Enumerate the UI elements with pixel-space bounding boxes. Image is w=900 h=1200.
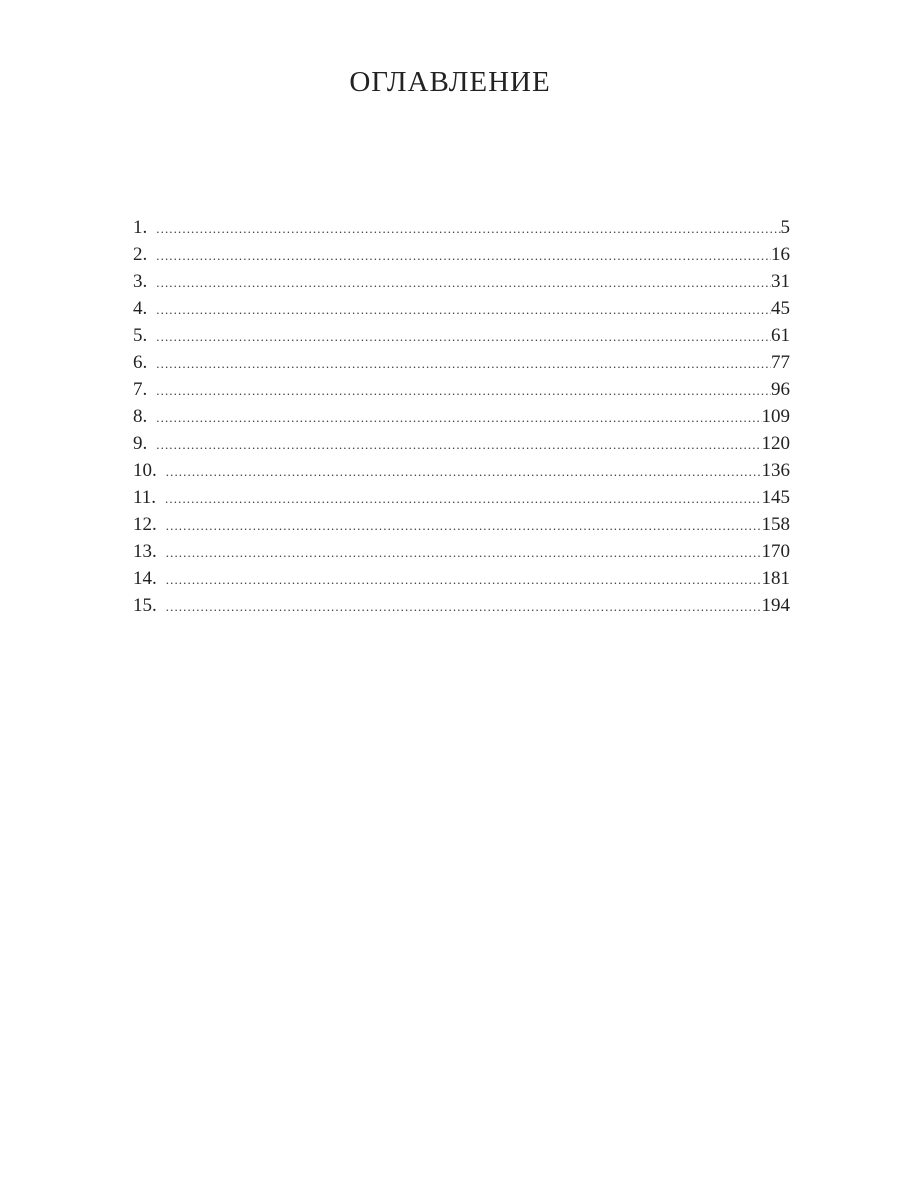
toc-entry-number: 15.: [133, 595, 157, 616]
toc-leader-dots: [156, 377, 771, 404]
toc-leader-dots: [156, 404, 761, 431]
toc-entry: [133, 295, 790, 322]
toc-entry-number: 6.: [133, 352, 148, 373]
toc-leader-dots: [166, 566, 762, 593]
toc-entry-number: 12.: [133, 514, 157, 535]
toc-entry: [133, 322, 790, 349]
table-of-contents: [133, 214, 790, 619]
toc-leader-dots: [156, 269, 771, 296]
toc-entry: [133, 268, 790, 295]
toc-entry: [133, 592, 790, 619]
toc-entry: [133, 430, 790, 457]
toc-entry: [133, 457, 790, 484]
toc-entry: [133, 511, 790, 538]
toc-entry-page: 77: [771, 352, 790, 373]
toc-leader-dots: [166, 539, 762, 566]
toc-entry: [133, 214, 790, 241]
toc-entry-number: 5.: [133, 325, 148, 346]
toc-leader-dots: [156, 323, 771, 350]
toc-entry: [133, 565, 790, 592]
toc-leader-dots: [156, 431, 761, 458]
toc-leader-dots: [165, 485, 761, 512]
toc-entry-page: 96: [771, 379, 790, 400]
toc-leader-dots: [166, 458, 762, 485]
toc-leader-dots: [156, 242, 771, 269]
toc-entry: [133, 241, 790, 268]
toc-entry-page: 136: [761, 460, 790, 481]
toc-entry: [133, 349, 790, 376]
toc-entry-number: 14.: [133, 568, 157, 589]
toc-entry-page: 181: [761, 568, 790, 589]
toc-entry-number: 2.: [133, 244, 148, 265]
toc-leader-dots: [166, 512, 762, 539]
toc-entry-number: 10.: [133, 460, 157, 481]
toc-entry-number: 1.: [133, 217, 148, 238]
page-title: ОГЛАВЛЕНИЕ: [349, 66, 551, 98]
toc-entry-number: 8.: [133, 406, 148, 427]
toc-entry-page: 61: [771, 325, 790, 346]
toc-entry-number: 7.: [133, 379, 148, 400]
toc-entry-page: 120: [761, 433, 790, 454]
toc-entry: [133, 376, 790, 403]
toc-entry-page: 109: [761, 406, 790, 427]
toc-leader-dots: [156, 215, 780, 242]
toc-entry-number: 3.: [133, 271, 148, 292]
toc-entry-number: 9.: [133, 433, 148, 454]
toc-entry-number: 13.: [133, 541, 157, 562]
toc-leader-dots: [156, 296, 771, 323]
toc-leader-dots: [166, 593, 762, 620]
toc-leader-dots: [156, 350, 771, 377]
toc-entry-page: 31: [771, 271, 790, 292]
toc-entry-number: 11.: [133, 487, 157, 508]
toc-entry: [133, 403, 790, 430]
toc-entry-page: 158: [761, 514, 790, 535]
toc-entry: [133, 484, 790, 511]
toc-entry-page: 16: [771, 244, 790, 265]
toc-entry: [133, 538, 790, 565]
toc-entry-page: 170: [761, 541, 790, 562]
toc-entry-number: 4.: [133, 298, 148, 319]
toc-entry-page: 45: [771, 298, 790, 319]
toc-entry-page: 145: [761, 487, 790, 508]
toc-entry-page: 194: [761, 595, 790, 616]
toc-entry-page: 5: [780, 217, 790, 238]
